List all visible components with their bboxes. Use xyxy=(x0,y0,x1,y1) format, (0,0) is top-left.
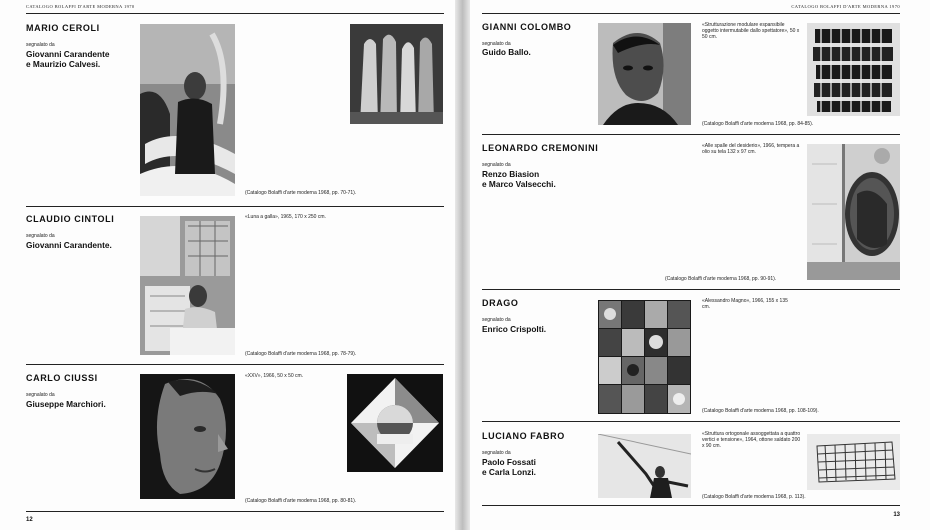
signaler-name: Giovanni Carandente xyxy=(26,49,110,59)
footer-rule xyxy=(482,505,900,506)
entry-divider xyxy=(482,421,900,422)
entry-divider xyxy=(26,364,444,365)
page-number: 13 xyxy=(893,512,900,518)
entry-divider xyxy=(26,206,444,207)
catalog-reference: (Catalogo Bolaffi d'arte moderna 1968, pp. 84-85). xyxy=(702,121,814,127)
signaler-name: Guido Ballo. xyxy=(482,47,531,57)
artist-portrait-photo xyxy=(140,374,235,499)
artwork-caption: «Alessandro Magno», 1966, 155 x 135 cm. xyxy=(702,298,788,310)
artist-name: LEONARDO CREMONINI xyxy=(482,143,599,153)
artist-portrait-photo xyxy=(140,216,235,355)
running-head: CATALOGO BOLAFFI D'ARTE MODERNA 1970 xyxy=(26,4,135,9)
segnalato-label: segnalato da xyxy=(482,450,511,456)
catalog-reference: (Catalogo Bolaffi d'arte moderna 1968, pp. 78-79). xyxy=(245,351,357,357)
artist-name: MARIO CEROLI xyxy=(26,23,100,33)
artist-portrait-photo xyxy=(598,434,691,498)
signaler-name: Paolo Fossati xyxy=(482,457,536,467)
header-rule xyxy=(26,13,444,14)
catalog-reference: (Catalogo Bolaffi d'arte moderna 1968, pp. 80-81). xyxy=(245,498,357,504)
artwork-photo xyxy=(350,24,443,124)
artist-name: CLAUDIO CINTOLI xyxy=(26,214,115,224)
catalog-reference: (Catalogo Bolaffi d'arte moderna 1968, p. 113). xyxy=(702,494,806,500)
segnalato-label: segnalato da xyxy=(482,41,511,47)
artwork-photo xyxy=(807,434,900,490)
signaler-name: e Maurizio Calvesi. xyxy=(26,59,101,69)
page-number: 12 xyxy=(26,517,33,523)
book-gutter xyxy=(455,0,470,530)
signaler-name: Renzo Biasion xyxy=(482,169,540,179)
header-rule xyxy=(482,13,900,14)
right-page xyxy=(470,0,930,530)
signaler-name: e Marco Valsecchi. xyxy=(482,179,556,189)
segnalato-label: segnalato da xyxy=(482,162,511,168)
artwork-photo xyxy=(807,23,900,116)
artist-name: DRAGO xyxy=(482,298,519,308)
artist-name: CARLO CIUSSI xyxy=(26,373,98,383)
artist-name: LUCIANO FABRO xyxy=(482,431,565,441)
footer-rule xyxy=(26,511,444,512)
artwork-caption: «Alle spalle del desiderio», 1966, tempera a olio su tela 132 x 97 cm. xyxy=(702,143,800,155)
signaler-name: Giuseppe Marchiori. xyxy=(26,399,106,409)
left-page xyxy=(0,0,455,530)
entry-divider xyxy=(482,134,900,135)
catalog-reference: (Catalogo Bolaffi d'arte moderna 1968, pp. 90-91). xyxy=(665,276,777,282)
artwork-caption: «Luna a galla», 1965, 170 x 250 cm. xyxy=(245,214,326,220)
catalog-reference: (Catalogo Bolaffi d'arte moderna 1968, pp. 108-109). xyxy=(702,408,819,414)
artist-portrait-photo xyxy=(140,24,235,196)
artwork-photo xyxy=(807,144,900,280)
signaler-name: Giovanni Carandente. xyxy=(26,240,112,250)
segnalato-label: segnalato da xyxy=(26,233,55,239)
entry-divider xyxy=(482,289,900,290)
running-head: CATALOGO BOLAFFI D'ARTE MODERNA 1970 xyxy=(791,4,900,9)
signaler-name: Enrico Crispolti. xyxy=(482,324,547,334)
artwork-caption: «XXV», 1966, 50 x 50 cm. xyxy=(245,373,304,379)
signaler-name: e Carla Lonzi. xyxy=(482,467,536,477)
segnalato-label: segnalato da xyxy=(26,42,55,48)
artist-portrait-photo xyxy=(598,23,691,125)
artwork-caption: «Strutturazione modulare espansibile oggetto intermutabile dallo spettatore», 50 x 50 cm. xyxy=(702,22,800,40)
artwork-photo xyxy=(347,374,443,472)
artwork-photo xyxy=(598,300,691,414)
segnalato-label: segnalato da xyxy=(26,392,55,398)
segnalato-label: segnalato da xyxy=(482,317,511,323)
catalog-reference: (Catalogo Bolaffi d'arte moderna 1968, pp. 70-71). xyxy=(245,190,357,196)
artwork-caption: «Struttura ortogonale assoggettata a quattro vertici e tensione», 1964, ottone saldato 200 x 90 cm. xyxy=(702,431,801,449)
artist-name: GIANNI COLOMBO xyxy=(482,22,572,32)
